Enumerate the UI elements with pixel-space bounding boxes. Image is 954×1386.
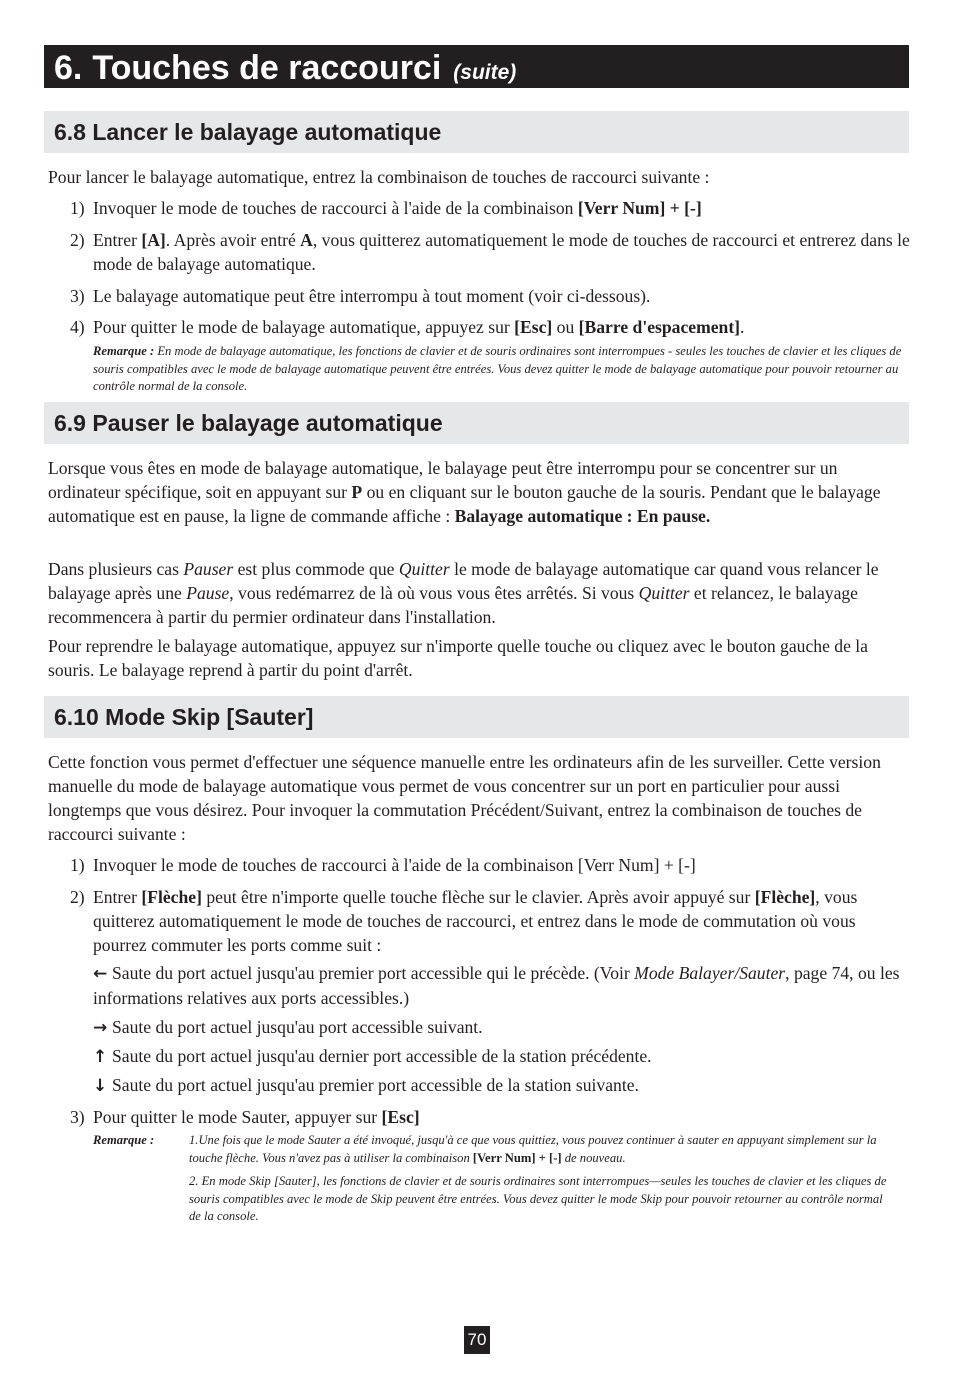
s69-paragraph-1: Lorsque vous êtes en mode de balayage automatique, le balayage peut être interrompu pour se concentrer sur un ordinateur spécifique, soit en appuyant sur P ou en cliquant sur le bouton gauche de la souris. Pendant que le balayage automatique est en pause, la ligne de commande affiche : Balayage automatique : En pause. [48, 458, 881, 526]
s610-note-label: Remarque : [93, 1133, 155, 1147]
chapter-subtitle: (suite) [453, 61, 517, 84]
s610-item-2: 2) Entrer [Flèche] peut être n'importe quelle touche flèche sur le clavier. Après avoir appuyé sur [Flèche], vous quitterez automatiquement le mode de touches de raccourci, et entrez dans le mode de commutation où vous pourrez commuter les ports comme suit : [70, 887, 858, 955]
s610-note-1: 1.Une fois que le mode Sauter a été invoqué, jusqu'à ce que vous quittiez, vous pouvez continuer à sauter en appuyant simplement sur la touche flèche. Vous n'avez pas à utiliser la combinaison [Verr Num] + [-] de nouveau. [189, 1133, 877, 1165]
chapter-title-bar [44, 45, 909, 88]
arrow-right-icon: → [93, 1018, 108, 1038]
page-number: 70 [464, 1326, 490, 1354]
s69-paragraph-3: Pour reprendre le balayage automatique, appuyez sur n'importe quelle touche ou cliquez avec le bouton gauche de la souris. Le balayage reprend à partir du point d'arrêt. [48, 636, 868, 680]
s68-item-3: 3) Le balayage automatique peut être interrompu à tout moment (voir ci-dessous). [70, 286, 651, 306]
s68-item-4: 4) Pour quitter le mode de balayage automatique, appuyez sur [Esc] ou [Barre d'espacement]. [70, 317, 745, 337]
s68-intro: Pour lancer le balayage automatique, entrez la combinaison de touches de raccourci suivante : [48, 167, 710, 187]
s610-item-3: 3) Pour quitter le mode Sauter, appuyer sur [Esc] [70, 1107, 420, 1127]
s68-note: Remarque : En mode de balayage automatique, les fonctions de clavier et de souris ordinaires sont interrompues - seules les touches de clavier et les cliques de souris compatibles avec le mode de balayage automatique peuvent être entrées. Vous devez quitter le mode de balayage automatique pour pouvoir retourner au contrôle normal de la console. [93, 344, 902, 393]
arrow-down-item: ↓ Saute du port actuel jusqu'au premier port accessible de la station suivante. [93, 1075, 639, 1096]
arrow-left-icon: ← [93, 964, 108, 984]
s610-note-2: 2. En mode Skip [Sauter], les fonctions de clavier et de souris ordinaires sont interrompues—seules les touches de clavier et les cliques de souris compatibles avec le mode de Skip peuvent être entrées. Vous devez quitter le mode Skip pour pouvoir retourner au contrôle normal de la console. [189, 1174, 887, 1223]
s69-paragraph-2: Dans plusieurs cas Pauser est plus commode que Quitter le mode de balayage automatique car quand vous relancer le balayage après une Pause, vous redémarrez de là où vous vous êtes arrêtés. Si vous Quitter et relancez, le balayage recommencera à partir du permier ordinateur dans l'installation. [48, 559, 879, 627]
chapter-number: 6. [54, 49, 83, 87]
section-heading-6-9: 6.9 Pauser le balayage automatique [44, 402, 909, 444]
s610-item-1: 1) Invoquer le mode de touches de raccourci à l'aide de la combinaison [Verr Num] + [-] [70, 855, 696, 875]
chapter-title: Touches de raccourci [92, 49, 442, 87]
arrow-up-item: ↑ Saute du port actuel jusqu'au dernier port accessible de la station précédente. [93, 1046, 652, 1067]
section-heading-6-10: 6.10 Mode Skip [Sauter] [44, 696, 909, 738]
note-label: Remarque : [93, 344, 155, 358]
arrow-left-item: ← Saute du port actuel jusqu'au premier port accessible qui le précède. (Voir Mode Balayer/Sauter, page 74, ou les informations relatives aux ports accessibles.) [93, 963, 900, 1008]
key-combo: [Verr Num] + [-] [577, 198, 702, 218]
arrow-up-icon: ↑ [93, 1047, 108, 1067]
s68-item-2: 2) Entrer [A]. Après avoir entré A, vous quitterez automatiquement le mode de touches de raccourci et entrerez dans le mode de balayage automatique. [70, 230, 910, 274]
s610-intro: Cette fonction vous permet d'effectuer une séquence manuelle entre les ordinateurs afin de les surveiller. Cette version manuelle du mode de balayage automatique vous permet de vous concentrer sur un port en particulier pour aussi longtemps que vous désirez. Pour invoquer la commutation Précédent/Suivant, entrez la combinaison de touches de raccourci suivante : [48, 752, 881, 844]
arrow-right-item: → Saute du port actuel jusqu'au port accessible suivant. [93, 1017, 483, 1038]
s68-item-1: 1) Invoquer le mode de touches de raccourci à l'aide de la combinaison [Verr Num] + [-] [70, 198, 702, 218]
arrow-down-icon: ↓ [93, 1076, 108, 1096]
section-heading-6-8: 6.8 Lancer le balayage automatique [44, 111, 909, 153]
